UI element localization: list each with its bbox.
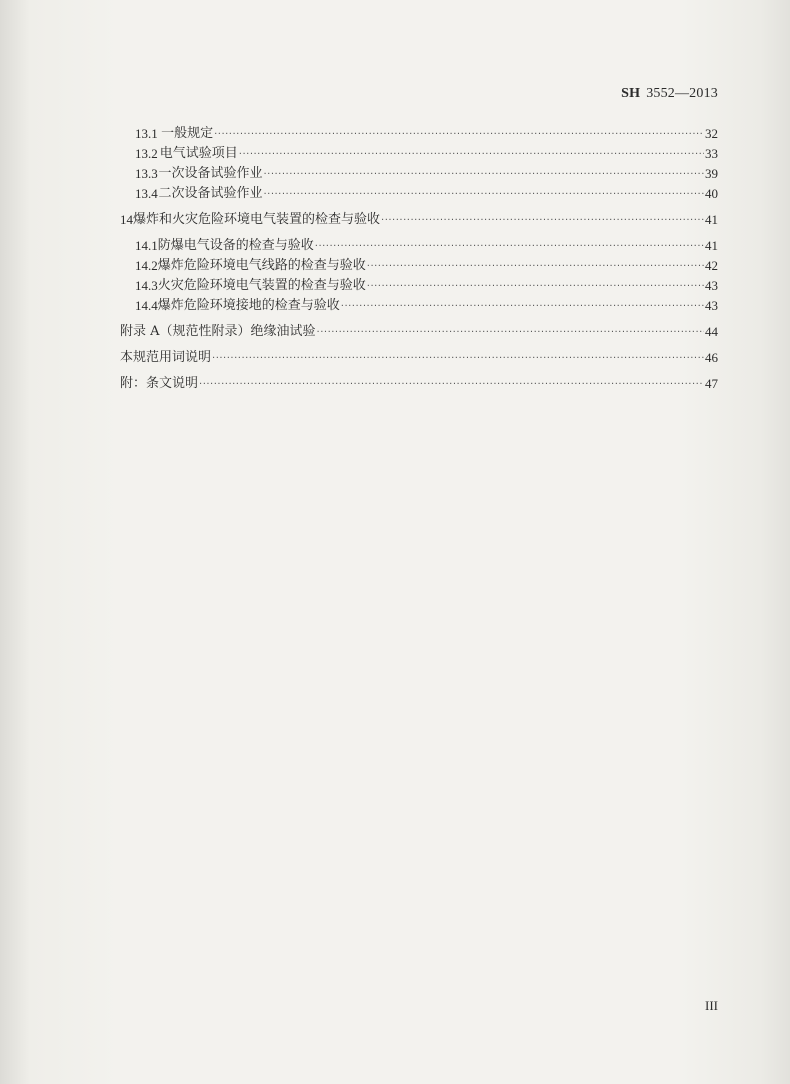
toc-entry-13-1[interactable] xyxy=(120,124,718,144)
toc-entry-page: 44 xyxy=(705,324,718,339)
toc-leader-dots xyxy=(214,124,704,144)
standard-code-header xyxy=(621,86,718,102)
toc-entry-13-4[interactable] xyxy=(120,184,718,204)
toc-entry-title: 二次设备试验作业 xyxy=(158,186,263,201)
toc-entry-number: 14.2 xyxy=(135,258,158,273)
toc-leader-dots xyxy=(317,322,704,342)
toc-entry-page: 40 xyxy=(705,186,718,201)
toc-leader-dots xyxy=(239,144,704,164)
toc-entry-page: 46 xyxy=(705,350,718,365)
toc-leader-dots xyxy=(341,296,704,316)
toc-entry-number: 14.4 xyxy=(135,298,158,313)
toc-entry-number: 14.3 xyxy=(135,278,158,293)
toc-entry-page: 43 xyxy=(705,278,718,293)
toc-entry-14-2[interactable] xyxy=(120,256,718,276)
toc-entry-page: 32 xyxy=(705,126,718,141)
toc-entry-page: 42 xyxy=(705,258,718,273)
toc-entry-number: 14 xyxy=(120,212,133,227)
toc-leader-dots xyxy=(381,210,704,230)
toc-entry-title: 火灾危险环境电气装置的检查与验收 xyxy=(157,278,366,293)
toc-entry-page: 33 xyxy=(705,146,718,161)
toc-entry-title: 本规范用词说明 xyxy=(120,350,212,365)
toc-entry-title: 一般规定 xyxy=(161,126,214,141)
toc-leader-dots xyxy=(263,184,704,204)
toc-entry-14-3[interactable] xyxy=(120,276,718,296)
toc-leader-dots xyxy=(212,348,704,368)
standard-prefix: SH xyxy=(621,86,641,101)
toc-entry-title: 爆炸和火灾危险环境电气装置的检查与验收 xyxy=(133,212,381,227)
page-folio: III xyxy=(705,998,718,1013)
toc-entry-page: 39 xyxy=(705,166,718,181)
toc-entry-title: 附录 A（规范性附录）绝缘油试验 xyxy=(120,324,316,339)
toc-entry-title: 一次设备试验作业 xyxy=(158,166,263,181)
toc-leader-dots xyxy=(199,374,704,394)
toc-entry-13-2[interactable] xyxy=(120,144,718,164)
toc-leader-dots xyxy=(263,164,704,184)
toc-entry-number: 13.1 xyxy=(135,126,158,141)
toc-entry-number: 14.1 xyxy=(135,238,158,253)
toc-entry-page: 43 xyxy=(705,298,718,313)
toc-entry-page: 41 xyxy=(705,238,718,253)
toc-entry-title: 电气试验项目 xyxy=(159,146,238,161)
toc-entry-page: 47 xyxy=(705,376,718,391)
toc-entry-clause-explanation[interactable] xyxy=(120,374,718,394)
standard-number: 3552—2013 xyxy=(646,86,718,101)
toc-leader-dots xyxy=(367,256,704,276)
table-of-contents xyxy=(120,124,718,394)
toc-entry-page: 41 xyxy=(705,212,718,227)
toc-entry-14[interactable] xyxy=(120,210,718,230)
toc-entry-13-3[interactable] xyxy=(120,164,718,184)
toc-entry-number: 13.3 xyxy=(135,166,158,181)
toc-leader-dots xyxy=(315,236,704,256)
toc-entry-14-4[interactable] xyxy=(120,296,718,316)
toc-entry-title: 爆炸危险环境接地的检查与验收 xyxy=(157,298,340,313)
toc-entry-title: 附：条文说明 xyxy=(120,376,199,391)
toc-entry-title: 爆炸危险环境电气线路的检查与验收 xyxy=(157,258,366,273)
toc-entry-title: 防爆电气设备的检查与验收 xyxy=(157,238,314,253)
toc-entry-number: 13.2 xyxy=(135,146,158,161)
toc-entry-number: 13.4 xyxy=(135,186,158,201)
toc-entry-appendix-a[interactable] xyxy=(120,322,718,342)
toc-entry-wording-explanation[interactable] xyxy=(120,348,718,368)
toc-entry-14-1[interactable] xyxy=(120,236,718,256)
toc-leader-dots xyxy=(367,276,704,296)
